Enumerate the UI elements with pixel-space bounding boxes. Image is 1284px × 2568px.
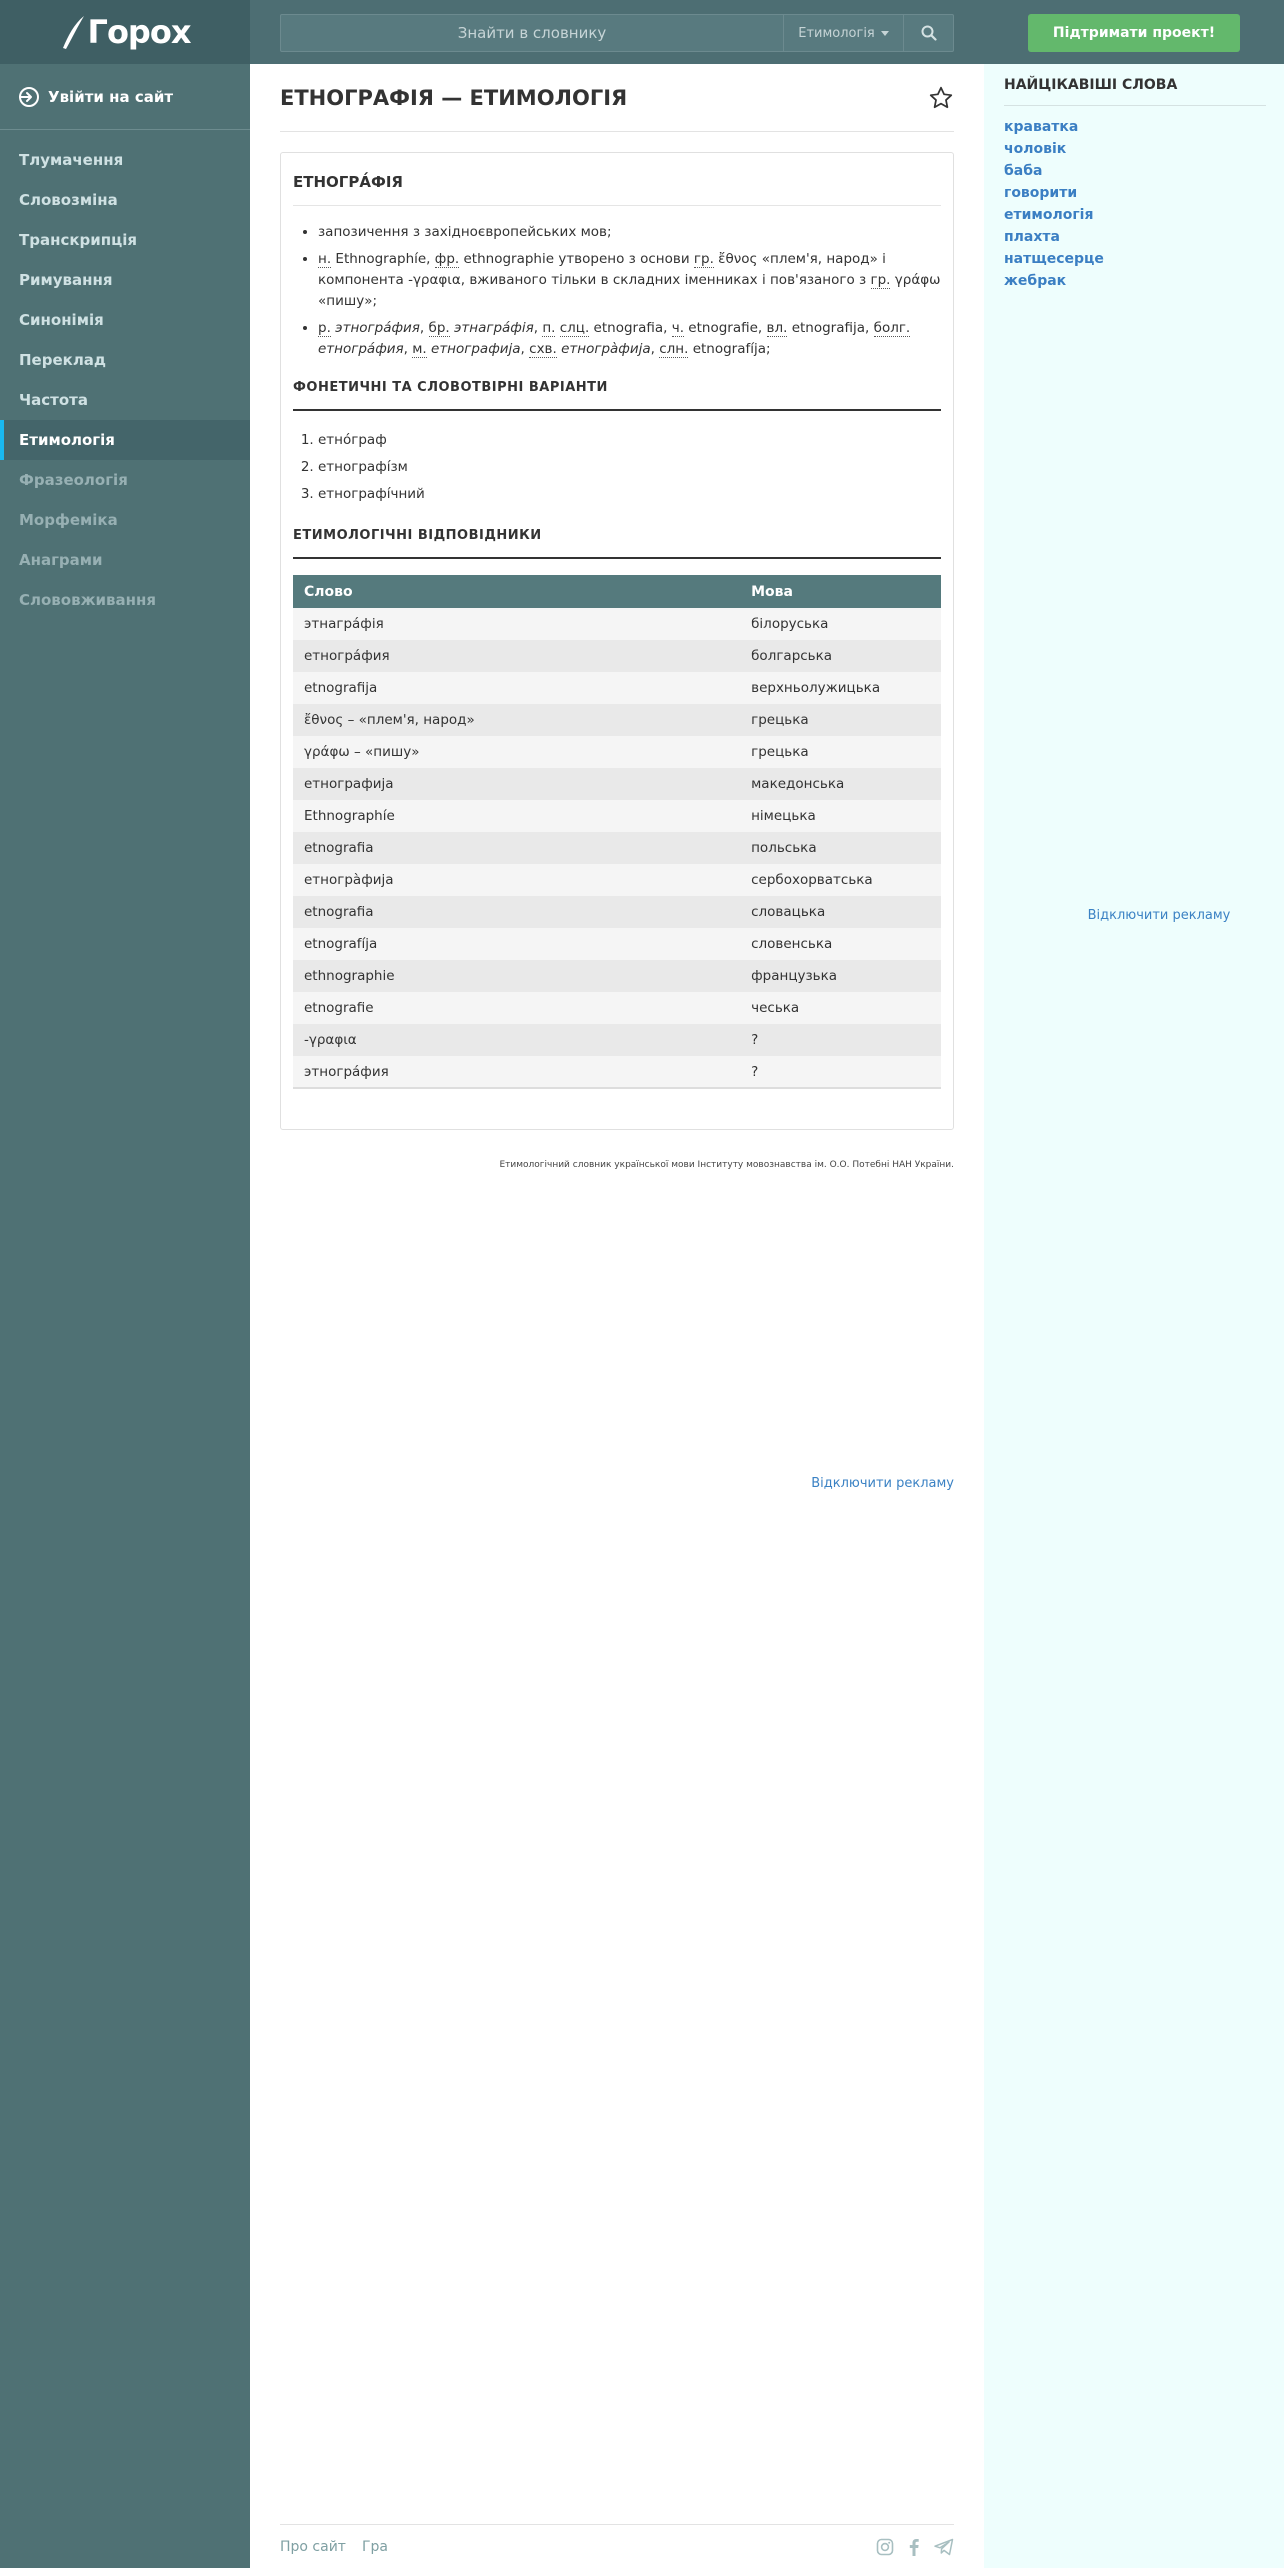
sidebar-item-anagrams[interactable]: Анаграми: [19, 551, 103, 569]
search-mode-select[interactable]: [783, 15, 903, 51]
right-column: [984, 64, 1284, 2568]
cell-lang: чеська: [740, 992, 941, 1024]
variants-list: [318, 427, 941, 508]
sidebar-item-morphemics[interactable]: Морфеміка: [19, 511, 118, 529]
source-note: Етимологічний словник української мови Інституту мовознавства ім. О.О. Потебні НАН України.: [499, 1160, 954, 1170]
popular-word-link[interactable]: баба: [1004, 163, 1043, 179]
cell-lang: польська: [740, 832, 941, 864]
pea-pod-icon: [60, 14, 86, 50]
page-title: ЕТНОГРАФІЯ — ЕТИМОЛОГІЯ: [280, 85, 628, 110]
top-bar: [0, 0, 1284, 64]
star-icon[interactable]: [928, 85, 954, 111]
popular-word-link[interactable]: говорити: [1004, 185, 1078, 201]
sidebar-item-transcription[interactable]: Транскрипція: [19, 231, 138, 249]
etymology-note: • р. этногра́фия, бр. этнагра́фія, п. слц. etnografia, ч. etnografie, вл. etnografija, болг. етногра́фия, м. етнографија, схв. етногра̀фија, слн. etnografíja;: [318, 318, 941, 360]
table-row: [293, 800, 941, 832]
page-header: [280, 64, 954, 132]
etymology-note: • запозичення з західноєвропейських мов;: [318, 222, 941, 243]
cell-word: етногра́фия: [293, 640, 740, 672]
sidebar: [0, 64, 250, 2568]
telegram-icon[interactable]: [934, 2538, 954, 2556]
correspondences-table: [293, 575, 941, 1089]
search-mode-label: Етимологія: [798, 25, 875, 41]
variant-item: 1. етно́граф: [318, 427, 941, 454]
popular-words-title: НАЙЦІКАВІШІ СЛОВА: [1004, 77, 1266, 106]
disable-ads-link-right[interactable]: Відключити рекламу: [1087, 908, 1231, 923]
table-row: [293, 960, 941, 992]
popular-word-link[interactable]: жебрак: [1004, 273, 1067, 289]
logo-text: Горох: [87, 13, 191, 51]
sidebar-item-synonyms[interactable]: Синонімія: [19, 311, 104, 329]
main-content: [250, 64, 984, 2568]
disable-ads-link[interactable]: Відключити рекламу: [811, 1476, 954, 1491]
sidebar-item-interpretation[interactable]: Тлумачення: [19, 151, 124, 169]
cell-lang: німецька: [740, 800, 941, 832]
login-label: Увійти на сайт: [48, 87, 174, 106]
table-row: [293, 1056, 941, 1088]
table-row: [293, 896, 941, 928]
table-row: [293, 1024, 941, 1056]
cell-word: etnografia: [293, 832, 740, 864]
variants-title: ФОНЕТИЧНІ ТА СЛОВОТВІРНІ ВАРІАНТИ: [293, 380, 941, 411]
cell-lang: сербохорватська: [740, 864, 941, 896]
cell-word: etnografija: [293, 672, 740, 704]
table-row: [293, 768, 941, 800]
variant-item: 3. етнографі́чний: [318, 481, 941, 508]
column-header-lang: Мова: [740, 575, 941, 608]
table-row: [293, 736, 941, 768]
cell-word: етногра̀фија: [293, 864, 740, 896]
cell-word: етнографија: [293, 768, 740, 800]
cell-lang: французька: [740, 960, 941, 992]
instagram-icon[interactable]: [876, 2538, 894, 2556]
chevron-down-icon: [881, 31, 889, 36]
column-header-word: Слово: [293, 575, 740, 608]
cell-lang: білоруська: [740, 608, 941, 640]
logo[interactable]: [0, 0, 250, 64]
cell-lang: болгарська: [740, 640, 941, 672]
variant-item: 2. етнографі́зм: [318, 454, 941, 481]
login-link[interactable]: [0, 64, 250, 130]
table-row: [293, 640, 941, 672]
sidebar-item-rhymes[interactable]: Римування: [19, 271, 113, 289]
cell-word: этнагра́фія: [293, 608, 740, 640]
etymology-card: [280, 152, 954, 1130]
table-row: [293, 672, 941, 704]
search-icon: [921, 25, 937, 41]
cell-lang: грецька: [740, 736, 941, 768]
cell-word: -γραφια: [293, 1024, 740, 1056]
cell-lang: словацька: [740, 896, 941, 928]
cell-word: etnografíja: [293, 928, 740, 960]
sidebar-item-inflection[interactable]: Словозміна: [19, 191, 118, 209]
footer-game-link[interactable]: Гра: [361, 2538, 388, 2555]
entry-headword: ЕТНОГРА́ФІЯ: [293, 173, 941, 206]
sidebar-item-etymology[interactable]: Етимологія: [0, 420, 250, 460]
login-icon: [18, 86, 40, 108]
table-row: [293, 928, 941, 960]
sidebar-item-translation[interactable]: Переклад: [19, 351, 107, 369]
sidebar-item-frequency[interactable]: Частота: [19, 391, 88, 409]
table-row: [293, 864, 941, 896]
popular-word-link[interactable]: етимологія: [1004, 207, 1094, 223]
cell-lang: верхньолужицька: [740, 672, 941, 704]
etymology-notes: [318, 222, 941, 360]
search-input[interactable]: [281, 15, 783, 51]
footer-about-link[interactable]: Про сайт: [280, 2538, 346, 2555]
facebook-icon[interactable]: [908, 2538, 920, 2556]
table-row: [293, 608, 941, 640]
table-row: [293, 992, 941, 1024]
cell-word: ἔθνος – «плем'я, народ»: [293, 704, 740, 736]
table-row: [293, 704, 941, 736]
popular-word-link[interactable]: натщесерце: [1004, 251, 1104, 267]
sidebar-item-phraseology[interactable]: Фразеологія: [19, 471, 128, 489]
footer: [280, 2524, 954, 2568]
cell-lang: ?: [740, 1024, 941, 1056]
cell-word: γράφω – «пишу»: [293, 736, 740, 768]
cell-lang: македонська: [740, 768, 941, 800]
table-row: [293, 832, 941, 864]
popular-word-link[interactable]: плахта: [1004, 229, 1060, 245]
popular-word-link[interactable]: чоловік: [1004, 141, 1067, 157]
cell-lang: ?: [740, 1056, 941, 1088]
sidebar-item-usage[interactable]: Слововживання: [19, 591, 156, 609]
popular-word-link[interactable]: краватка: [1004, 119, 1079, 135]
cell-lang: грецька: [740, 704, 941, 736]
search-button[interactable]: [903, 15, 953, 51]
cell-word: etnografia: [293, 896, 740, 928]
popular-words-list: [1004, 116, 1104, 292]
cell-lang: словенська: [740, 928, 941, 960]
correspondences-title: ЕТИМОЛОГІЧНІ ВІДПОВІДНИКИ: [293, 528, 941, 559]
cell-word: этногра́фия: [293, 1056, 740, 1088]
support-project-button[interactable]: Підтримати проект!: [1028, 14, 1240, 52]
sidebar-nav: [0, 130, 250, 620]
cell-word: etnografie: [293, 992, 740, 1024]
cell-word: Ethnographíe: [293, 800, 740, 832]
etymology-note: • н. Ethnographíe, фр. ethnographie утворено з основи гр. ἔθνος «плем'я, народ» і компонента -γραφια, вживаного тільки в складних іменниках і пов'язаного з гр. γράφω «пишу»;: [318, 249, 941, 312]
cell-word: ethnographie: [293, 960, 740, 992]
search-bar: [280, 14, 954, 52]
